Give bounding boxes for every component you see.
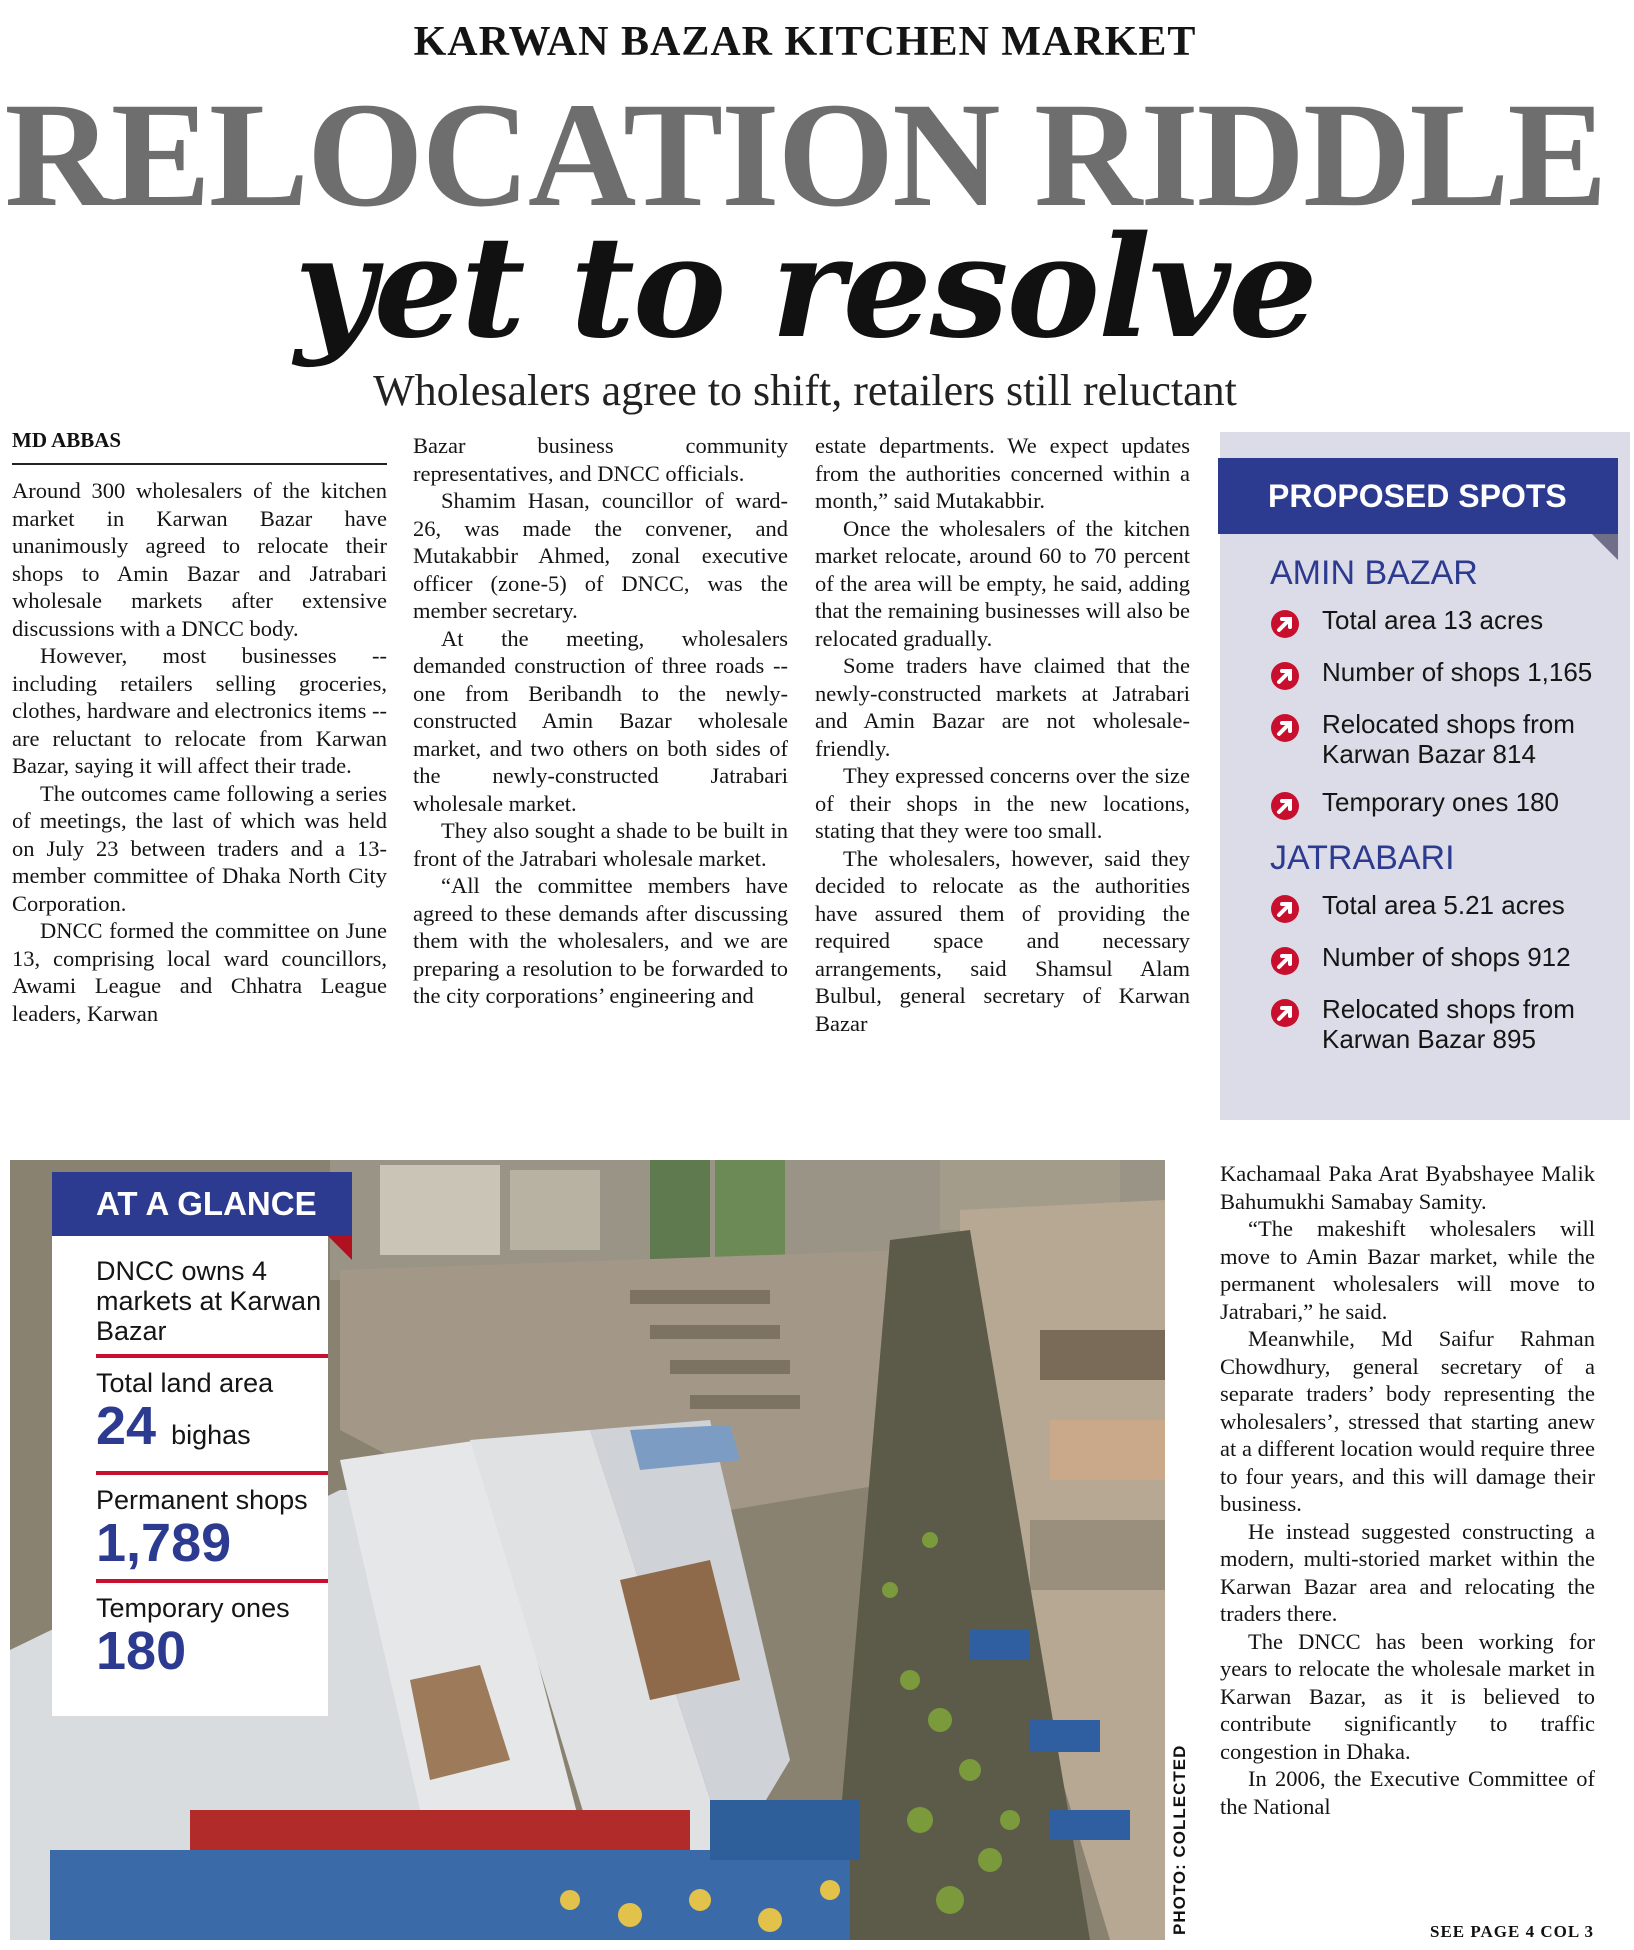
paragraph: DNCC formed the committee on June 13, comprising local ward councillors, Awami League and Chhatra League leaders, Karwan: [12, 918, 387, 1026]
byline: MD ABBAS: [12, 428, 387, 465]
paragraph: However, most businesses -- including retailers selling groceries, clothes, hardware and electronics items -- are reluctant to relocate from Karwan Bazar, saying it will affect their trade.: [12, 643, 387, 778]
kicker: KARWAN BAZAR KITCHEN MARKET: [413, 19, 1197, 65]
spot-text: Relocated shops from Karwan Bazar 814: [1322, 709, 1575, 769]
land-unit: bighas: [171, 1420, 251, 1450]
at-a-glance-title: AT A GLANCE: [52, 1172, 352, 1236]
paragraph: At the meeting, wholesalers demanded construction of three roads -- one from Beribandh to the newly-constructed Amin Bazar wholesale market, and two others on both sides of the newly-constructed Jatrabari wholesale market.: [413, 625, 788, 816]
paragraph: He instead suggested constructing a modern, multi-storied market within the Karwan Bazar area and relocating the traders there.: [1220, 1518, 1595, 1626]
permanent-value: 1,789: [96, 1513, 232, 1573]
proposed-spots-title: PROPOSED SPOTS: [1218, 458, 1618, 534]
arrow-bullet-icon: [1270, 713, 1300, 743]
at-a-glance-box: [52, 1236, 328, 1716]
spot-text: Total area 13 acres: [1322, 605, 1544, 635]
list-item: [1270, 657, 1610, 691]
land-stat: [96, 1398, 331, 1463]
divider: [96, 1471, 328, 1475]
paragraph: The DNCC has been working for years to relocate the wholesale market in Karwan Bazar, as it is believed to contribute significantly to traffic congestion in Dhaka.: [1220, 1628, 1595, 1764]
divider: [96, 1354, 328, 1358]
spot-text: Temporary ones 180: [1322, 787, 1560, 817]
glance-intro: DNCC owns 4 markets at Karwan Bazar: [96, 1256, 322, 1346]
temporary-label: Temporary ones: [96, 1593, 290, 1623]
paragraph: Around 300 wholesalers of the kitchen market in Karwan Bazar have unanimously agreed to relocate their shops to Amin Bazar and Jatrabari wholesale markets after extensive discussions with a DNCC body.: [12, 478, 387, 641]
jatrabari-heading: JATRABARI: [1270, 839, 1455, 877]
list-item: [1270, 787, 1610, 821]
proposed-spots-list: [1270, 548, 1610, 1072]
spot-text: Relocated shops from Karwan Bazar 895: [1322, 994, 1575, 1054]
spot-text: Number of shops 912: [1322, 942, 1571, 972]
tab-fold-decoration: [328, 1236, 352, 1260]
permanent-label: Permanent shops: [96, 1485, 308, 1515]
land-label: Total land area: [96, 1368, 274, 1398]
deck: Wholesalers agree to shift, retailers still reluctant: [373, 366, 1237, 415]
spot-text: Total area 5.21 acres: [1322, 890, 1565, 920]
paragraph: In 2006, the Executive Committee of the National: [1220, 1766, 1595, 1819]
list-item: [1270, 605, 1610, 639]
at-a-glance-content: [96, 1256, 331, 1679]
land-value: 24: [96, 1396, 157, 1456]
amin-bazar-heading: AMIN BAZAR: [1270, 554, 1478, 592]
paragraph: Bazar business community representatives, and DNCC officials.: [413, 433, 788, 486]
jump-line: SEE PAGE 4 COL 3: [1430, 1922, 1594, 1941]
paragraph: They also sought a shade to be built in front of the Jatrabari wholesale market.: [413, 818, 788, 871]
list-item: [1270, 890, 1610, 924]
article-column-3: [815, 432, 1190, 1037]
article-column-4: [1220, 1160, 1595, 1820]
paragraph: Meanwhile, Md Saifur Rahman Chowdhury, general secretary of a separate traders’ body representing the wholesalers’, stressed that starting anew at a different location would require three to four years, and this will damage their business.: [1220, 1326, 1595, 1516]
paragraph: The outcomes came following a series of meetings, the last of which was held on July 23 between traders and a 13-member committee of Dhaka North City Corporation.: [12, 780, 387, 916]
headline-line-2: yet to resolve: [294, 206, 1316, 370]
spot-text: Number of shops 1,165: [1322, 657, 1593, 687]
paragraph: estate departments. We expect updates from the authorities concerned within a month,” said Mutakabbir.: [815, 433, 1190, 513]
paragraph: “The makeshift wholesalers will move to Amin Bazar market, while the permanent wholesalers will move to Jatrabari,” he said.: [1220, 1216, 1595, 1324]
photo-credit: PHOTO: COLLECTED: [1170, 1744, 1189, 1935]
list-item: [1270, 942, 1610, 976]
list-item: [1270, 709, 1610, 769]
paragraph: “All the committee members have agreed to these demands after discussing them with the wholesalers, and we are preparing a resolution to be forwarded to the city corporations’ engineering and: [413, 873, 788, 1008]
paragraph: They expressed concerns over the size of their shops in the new locations, stating that they were too small.: [815, 763, 1190, 843]
arrow-bullet-icon: [1270, 661, 1300, 691]
arrow-bullet-icon: [1270, 946, 1300, 976]
paragraph: Once the wholesalers of the kitchen market relocate, around 60 to 70 percent of the area will be empty, he said, adding that the remaining businesses will also be relocated gradually.: [815, 515, 1190, 651]
article-column-1: [12, 477, 387, 1027]
divider: [96, 1579, 328, 1583]
temporary-value: 180: [96, 1621, 187, 1681]
headline-line-1: RELOCATION RIDDLE: [4, 72, 1606, 238]
paragraph: Kachamaal Paka Arat Byabshayee Malik Bahumukhi Samabay Samity.: [1220, 1161, 1595, 1214]
article-column-2: [413, 432, 788, 1010]
arrow-bullet-icon: [1270, 998, 1300, 1028]
paragraph: Shamim Hasan, councillor of ward-26, was made the convener, and Mutakabbir Ahmed, zonal executive officer (zone-5) of DNCC, was the member secretary.: [413, 488, 788, 623]
list-item: [1270, 994, 1610, 1054]
paragraph: The wholesalers, however, said they decided to relocate as the authorities have assured them of providing the required space and necessary arrangements, said Shamsul Alam Bulbul, general secretary of Karwan Bazar: [815, 845, 1190, 1036]
arrow-bullet-icon: [1270, 791, 1300, 821]
arrow-bullet-icon: [1270, 609, 1300, 639]
arrow-bullet-icon: [1270, 894, 1300, 924]
paragraph: Some traders have claimed that the newly-constructed markets at Jatrabari and Amin Bazar are not wholesale-friendly.: [815, 653, 1190, 761]
